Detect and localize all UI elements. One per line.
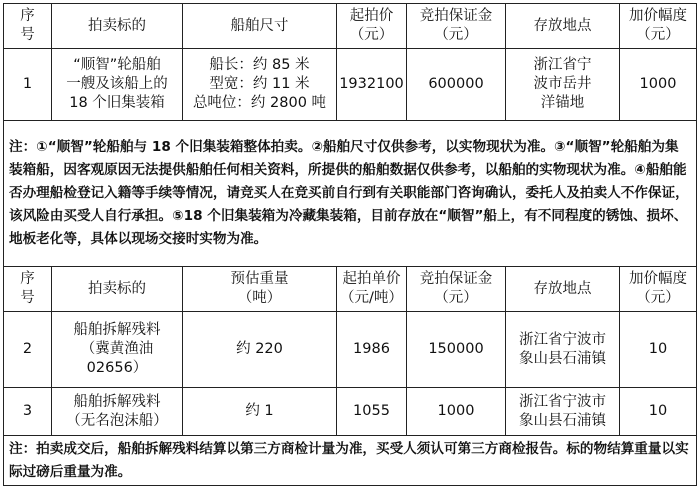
header-increment: 加价幅度 （元）	[620, 267, 697, 312]
auction-document	[3, 3, 696, 486]
header-item: 拍卖标的	[52, 267, 183, 312]
table1-note-row	[4, 121, 697, 267]
row-location: 浙江省宁波市 象山县石浦镇	[506, 388, 620, 436]
table-row	[4, 388, 697, 436]
row-increment: 10	[620, 388, 697, 436]
row-deposit: 1000	[407, 388, 506, 436]
header-index: 序 号	[4, 4, 52, 49]
row-index: 1	[4, 49, 52, 121]
row-index: 3	[4, 388, 52, 436]
row-weight: 约 1	[183, 388, 337, 436]
header-deposit: 竞拍保证金 （元）	[407, 4, 506, 49]
row-weight: 约 220	[183, 312, 337, 388]
header-deposit: 竞拍保证金 （元）	[407, 267, 506, 312]
table2-note-row	[4, 436, 697, 486]
table1-header-row	[4, 4, 697, 49]
row-increment: 1000	[620, 49, 697, 121]
header-location: 存放地点	[506, 4, 620, 49]
row-item: 船舶拆解残料 （冀黄渔油 02656）	[52, 312, 183, 388]
header-location: 存放地点	[506, 267, 620, 312]
header-ship-size: 船舶尺寸	[183, 4, 337, 49]
header-estimated-weight: 预估重量 （吨）	[183, 267, 337, 312]
header-increment: 加价幅度 （元）	[620, 4, 697, 49]
header-start-price: 起拍价 （元）	[337, 4, 407, 49]
header-item: 拍卖标的	[52, 4, 183, 49]
row-location: 浙江省宁 波市岳井 洋锚地	[506, 49, 620, 121]
row-deposit: 600000	[407, 49, 506, 121]
table1-note: 注：①“顺智”轮船舶与 18 个旧集装箱整体拍卖。②船舶尺寸仅供参考，以实物现状为准。③“顺智”轮船舶为集装箱船，因客观原因无法提供船舶任何相关资料，所提供的船舶数据仅供参考，以船舶的实物现状为准。④船舶能否办理船检登记入籍等手续等情况，请竞买人在竞买前自行到有关职能部门咨询确认，委托人及拍卖人不作保证，该风险由买受人自行承担。⑤18 个旧集装箱为冷藏集装箱，目前存放在“顺智”船上，有不同程度的锈蚀、损坏、地板老化等，具体以现场交接时实物为准。	[4, 121, 697, 267]
row-unit-price: 1055	[337, 388, 407, 436]
row-unit-price: 1986	[337, 312, 407, 388]
row-item: “顺智”轮船舶 一艘及该船上的 18 个旧集装箱	[52, 49, 183, 121]
row-item: 船舶拆解残料 （无名泡沫船）	[52, 388, 183, 436]
row-deposit: 150000	[407, 312, 506, 388]
row-location: 浙江省宁波市 象山县石浦镇	[506, 312, 620, 388]
table2-note: 注：拍卖成交后，船舶拆解残料结算以第三方商检计量为准，买受人须认可第三方商检报告。标的物结算重量以实际过磅后重量为准。	[4, 436, 697, 486]
row-ship-size: 船长：约 85 米 型宽：约 11 米 总吨位：约 2800 吨	[183, 49, 337, 121]
row-index: 2	[4, 312, 52, 388]
table2-header-row	[4, 267, 697, 312]
table-row	[4, 49, 697, 121]
table-row	[4, 312, 697, 388]
row-start-price: 1932100	[337, 49, 407, 121]
header-unit-price: 起拍单价 （元/吨）	[337, 267, 407, 312]
header-index: 序 号	[4, 267, 52, 312]
row-increment: 10	[620, 312, 697, 388]
auction-table	[3, 3, 697, 486]
